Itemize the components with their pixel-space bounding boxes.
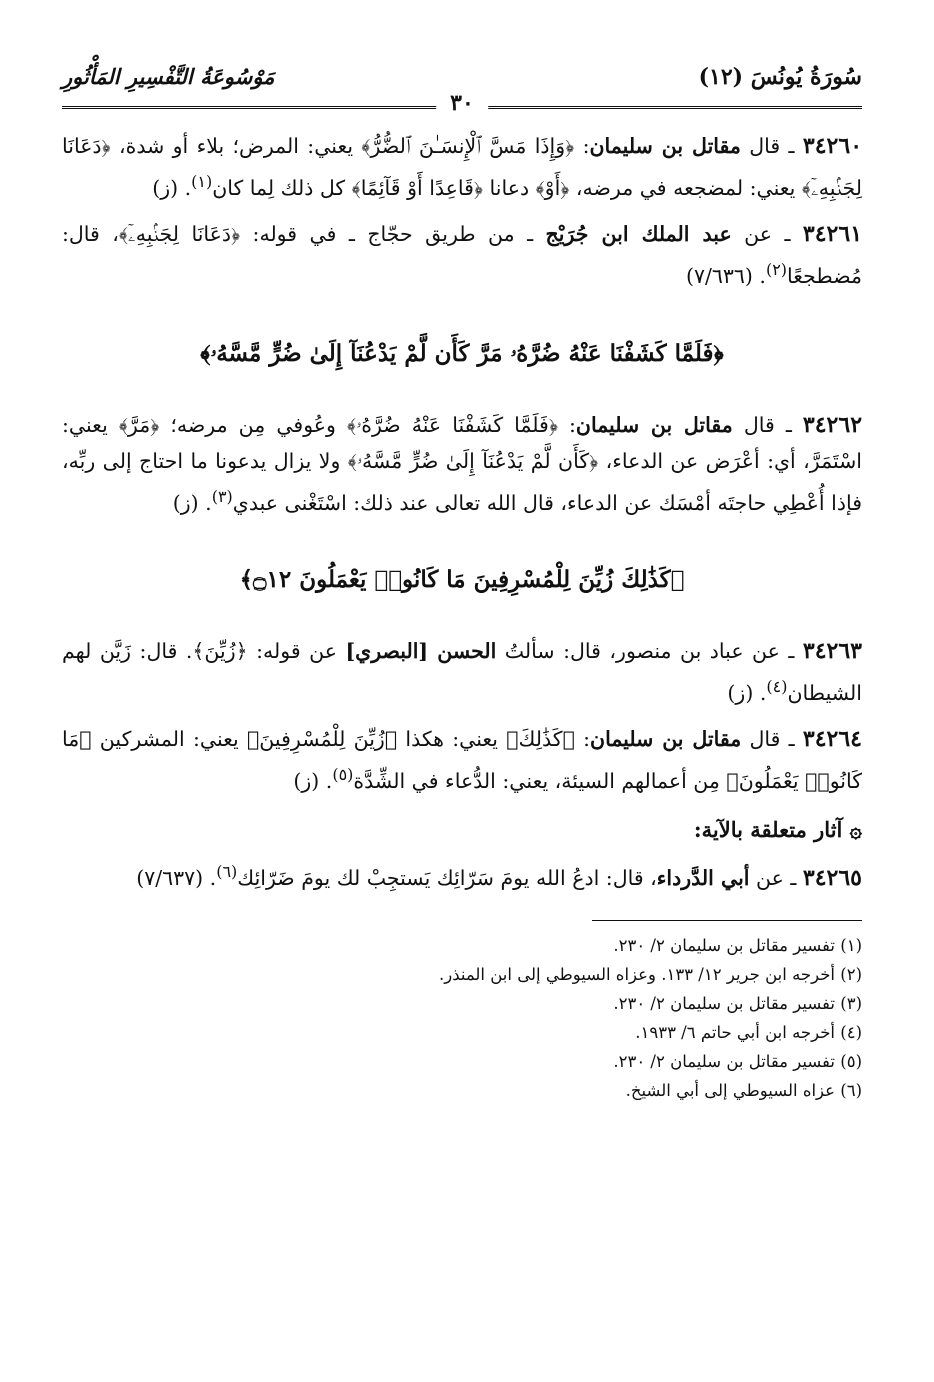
footnote-ref: (٤) xyxy=(766,677,788,697)
footnote-1: (١) تفسير مقاتل بن سليمان ٢/ ٢٣٠. xyxy=(613,935,862,955)
narrator-name: عبد الملك ابن جُرَيْج xyxy=(545,221,732,246)
narration-lead: ـ قال xyxy=(732,412,803,437)
narration-34265 xyxy=(62,854,862,896)
narration-tail: . (ز) xyxy=(172,490,212,515)
narration-tail: . (ز) xyxy=(727,681,767,706)
quran-verse: ﴿كَذَٰلِكَ زُيِّنَ لِلْمُسْرِفِينَ مَا كَانُوا۟ يَعْمَلُونَ ۝١٢﴾ xyxy=(239,566,685,594)
narration-body: : ﴿وَإِذَا مَسَّ ٱلْإِنسَـٰنَ ٱلضُّرُّ﴾ يعني: المرض؛ بلاء أو شدة، ﴿دَعَانَا لِجَنۢبِهِۦٓ﴾ يعني: لمضجعه في مرضه، ﴿أَوْ﴾ دعانا ﴿قَاعِدًا أَوْ قَآئِمًا﴾ كل ذلك لِما كان xyxy=(62,134,862,200)
narration-number: ٣٤٢٦٢ xyxy=(802,411,863,438)
narration-lead: ـ قال xyxy=(740,134,803,158)
quran-verse: ﴿فَلَمَّا كَشَفْنَا عَنْهُ ضُرَّهُۥ مَرَّ كَأَن لَّمْ يَدْعُنَآ إِلَىٰ ضُرٍّ مَّسَّهُۥ﴾ xyxy=(200,339,724,367)
narration-body: ـ من طريق حجّاج ـ في قوله: ﴿دَعَانَا لِجَنۢبِهِۦٓ﴾، قال: مُضطجعًا xyxy=(62,221,862,288)
narration-tail: . (ز) xyxy=(152,175,192,200)
narration-34261 xyxy=(62,216,862,294)
narration-lead: ـ عن عباد بن منصور، قال: سألتُ xyxy=(496,639,803,664)
footnote-3: (٣) تفسير مقاتل بن سليمان ٢/ ٢٣٠. xyxy=(613,993,862,1013)
narration-tail: . (ز) xyxy=(293,769,333,794)
narrator-name: مقاتل بن سليمان xyxy=(590,727,742,752)
page-body xyxy=(62,128,862,1105)
narration-34263 xyxy=(62,633,862,711)
footnote-5: (٥) تفسير مقاتل بن سليمان ٢/ ٢٣٠. xyxy=(613,1051,862,1071)
narration-body: : ﴿كَذَٰلِكَ﴾ يعني: هكذا ﴿زُيِّنَ لِلْمُسْرِفِينَ﴾ يعني: المشركين ﴿مَا كَانُوا۟ يَعْمَلُونَ﴾ مِن أعمالهم السيئة، يعني: الدُّعاء في الشِّدَّة xyxy=(62,727,862,794)
narration-lead: ـ قال xyxy=(741,727,803,752)
footnote-ref: (٢) xyxy=(765,259,788,279)
footnote-ref: (٥) xyxy=(332,765,354,785)
footnote-ref: (٦) xyxy=(216,862,238,882)
narration-body: ، قال: ادعُ الله يومَ سَرّائِك يَستجِبْ لك يومَ ضَرّائِك xyxy=(237,865,657,890)
narration-tail: . (٧/٦٣٦) xyxy=(685,263,766,288)
book-page xyxy=(62,62,862,1362)
narration-tail: . (٧/٦٣٧) xyxy=(136,865,217,890)
narration-number: ٣٤٢٦٠ xyxy=(802,133,863,159)
footnote-6: (٦) عزاه السيوطي إلى أبي الشيخ. xyxy=(625,1080,862,1100)
narration-number: ٣٤٢٦١ xyxy=(802,220,863,247)
footnote-2: (٢) أخرجه ابن جرير ١٢/ ١٣٣. وعزاه السيوطي إلى ابن المنذر. xyxy=(439,964,862,984)
footnote-ref: (٣) xyxy=(211,486,233,506)
narration-number: ٣٤٢٦٣ xyxy=(802,638,862,665)
footnote-divider xyxy=(592,920,862,921)
narration-number: ٣٤٢٦٤ xyxy=(802,726,862,753)
narration-number: ٣٤٢٦٥ xyxy=(802,864,862,891)
narration-lead: ـ عن xyxy=(749,865,803,890)
narration-body: : ﴿فَلَمَّا كَشَفْنَا عَنْهُ ضُرَّهُۥ﴾ وعُوفي مِن مرضه؛ ﴿مَرَّ﴾ يعني: اسْتَمَرَّ، أي: أعْرَض عن الدعاء، ﴿كَأَن لَّمْ يَدْعُنَآ إِلَىٰ ضُرٍّ مَّسَّهُۥ﴾ ولا يزال يدعونا ما احتاج إلى ربِّه، فإذا أُعْطِي حاجتَه أمْسَك عن الدعاء، قال الله تعالى عند ذلك: اسْتَغْنى عبدي xyxy=(62,412,862,515)
narrator-name: أبي الدَّرداء xyxy=(656,865,750,890)
narration-34262 xyxy=(62,407,862,521)
page-number: ٣٠ xyxy=(436,90,488,116)
footnote-ref: (١) xyxy=(191,172,213,191)
surah-title: سُورَةُ يُونُسَ (١٢) xyxy=(698,64,862,90)
narration-body: عن قوله: ﴿زُيِّنَ﴾. قال: زَيَّن لهم الشيطان xyxy=(62,639,862,706)
narration-34264 xyxy=(62,721,862,799)
narrator-name: مقاتل بن سليمان xyxy=(589,134,741,158)
book-title: مَوْسُوعَةُ التَّفْسِيرِ المَأْثُورِ xyxy=(62,64,275,89)
section-heading: ۞ آثار متعلقة بالآية: xyxy=(693,817,862,843)
narration-34260 xyxy=(62,128,862,206)
narrator-name: مقاتل بن سليمان xyxy=(575,412,733,437)
footnote-4: (٤) أخرجه ابن أبي حاتم ٦/ ١٩٣٣. xyxy=(635,1022,862,1042)
footnotes xyxy=(62,931,862,1105)
page-header xyxy=(62,62,862,116)
narrator-name: الحسن [البصري] xyxy=(345,639,497,664)
narration-lead: ـ عن xyxy=(731,221,803,246)
